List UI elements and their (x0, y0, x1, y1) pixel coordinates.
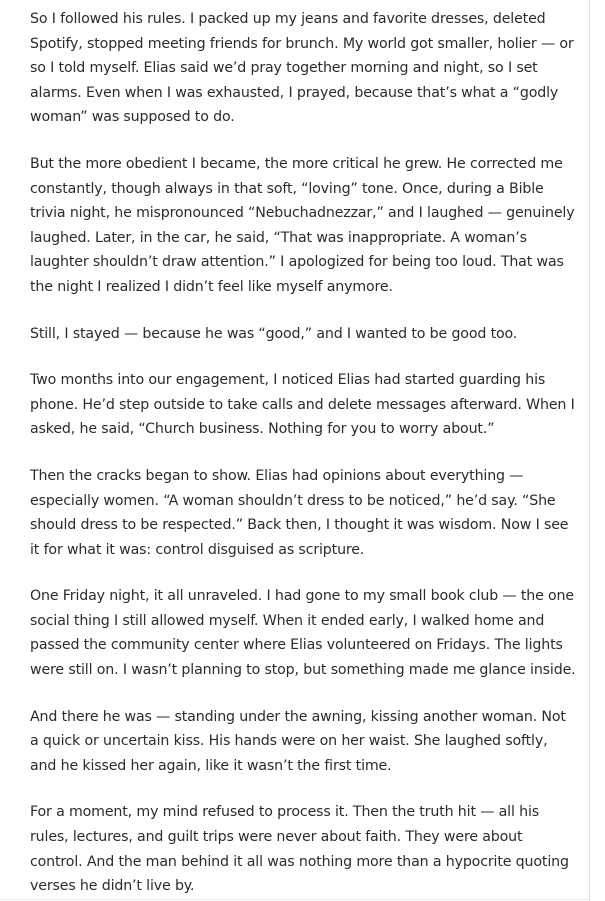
story-paragraph-8: For a moment, my mind refused to process it. Then the truth hit — all his rules, lectures, and guilt trips were never about faith. They were about control. And the man behind it all was nothing more than a hypocrite quoting verses he didn’t live by. (30, 804, 569, 895)
story-paragraph-3: Still, I stayed — because he was “good,” and I wanted to be good too. (30, 325, 518, 342)
content-bottom-divider (0, 899, 590, 900)
story-paragraph-6: One Friday night, it all unraveled. I had gone to my small book club — the one social thing I still allowed myself. When it ended early, I walked home and passed the community center where Elias volunteered on Fridays. The lights were still on. I wasn’t planning to stop, but something made me glance inside. (30, 588, 576, 679)
story-paragraph-2: But the more obedient I became, the more critical he grew. He corrected me constantly, though always in that soft, “loving” tone. Once, during a Bible trivia night, he mispronounced “Nebuchadnezzar,” and I laughed — genuinely laughed. Later, in the car, he said, “That was inappropriate. A woman’s laughter shouldn’t draw attention.” I apologized for being too loud. That was the night I realized I didn’t feel like myself anymore. (30, 155, 575, 295)
story-paragraph-4: Two months into our engagement, I noticed Elias had started guarding his phone. He’d step outside to take calls and delete messages afterward. When I asked, he said, “Church business. Nothing for you to worry about.” (30, 372, 575, 438)
story-paragraph-1: So I followed his rules. I packed up my jeans and favorite dresses, deleted Spotify, stopped meeting friends for brunch. My world got smaller, holier — or so I told myself. Elias said we’d pray together morning and night, so I set alarms. Even when I was exhausted, I prayed, because that’s what a “godly woman” was supposed to do. (30, 11, 574, 126)
story-paragraph-7: And there he was — standing under the awning, kissing another woman. Not a quick or uncertain kiss. His hands were on her waist. She laughed softly, and he kissed her again, like it wasn’t the first time. (30, 708, 566, 774)
story-paragraph-5: Then the cracks began to show. Elias had opinions about everything — especially women. “A woman shouldn’t dress to be noticed,” he’d say. “She should dress to be respected.” Back then, I thought it was wisdom. Now I see it for what it was: control disguised as scripture. (30, 467, 569, 558)
